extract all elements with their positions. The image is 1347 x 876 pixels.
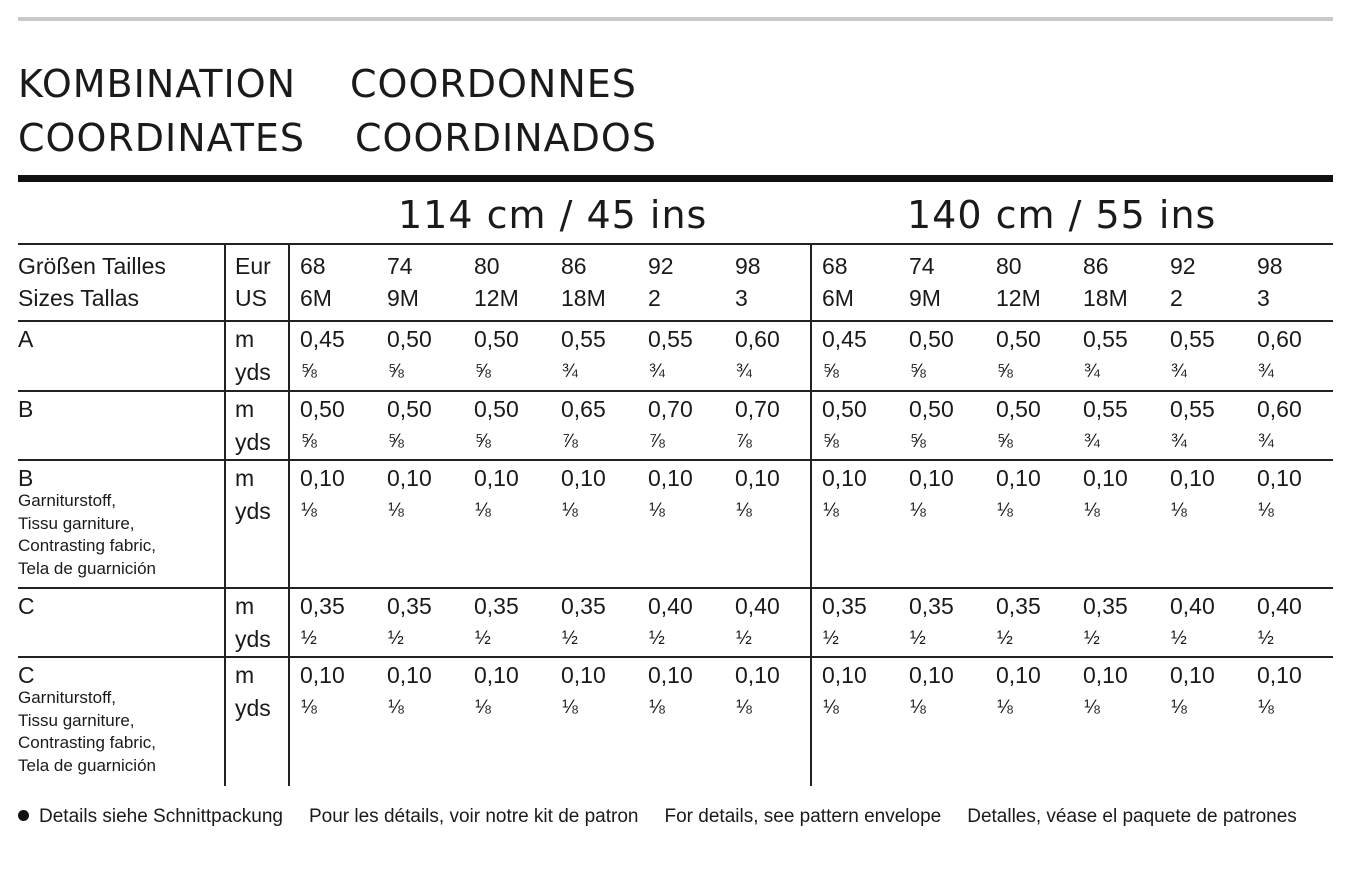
meters-value: 0,10 (996, 662, 1041, 688)
meters-value: 0,10 (474, 465, 519, 491)
size-us: 6M (300, 285, 332, 311)
yards-value: ⅛ (1084, 697, 1100, 718)
size-eur: 68 (300, 253, 326, 279)
yards-value: ¾ (1258, 361, 1274, 382)
meters-value: 0,65 (561, 396, 606, 422)
size-eur: 92 (1170, 253, 1196, 279)
yards-value: ⅛ (910, 500, 926, 521)
yards-value: ⅝ (388, 431, 404, 452)
meters-value: 0,50 (300, 396, 345, 422)
view-label: A (18, 326, 34, 352)
yards-value: ⅛ (388, 697, 404, 718)
footer-de: Details siehe Schnittpackung (39, 806, 283, 827)
unit-m: m (235, 465, 255, 491)
meters-value: 0,10 (387, 662, 432, 688)
meters-value: 0,10 (735, 465, 780, 491)
size-eur: 98 (1257, 253, 1283, 279)
view-sub-label: Tela de guarnición (18, 558, 156, 578)
view-sub-label: Tela de guarnición (18, 755, 156, 775)
meters-value: 0,45 (822, 326, 867, 352)
table-column-divider (224, 243, 226, 786)
meters-value: 0,10 (387, 465, 432, 491)
unit-m: m (235, 396, 255, 422)
unit-m: m (235, 593, 255, 619)
meters-value: 0,10 (1257, 662, 1302, 688)
yards-value: ⅛ (649, 500, 665, 521)
size-us: 3 (735, 285, 748, 311)
unit-yds: yds (235, 695, 271, 721)
meters-value: 0,50 (909, 396, 954, 422)
meters-value: 0,55 (648, 326, 693, 352)
yards-value: ⅛ (562, 697, 578, 718)
title-line-1 (18, 62, 637, 106)
size-label-line-1: Größen Tailles (18, 253, 166, 279)
size-unit-us: US (235, 285, 267, 311)
table-column-divider (810, 243, 812, 786)
meters-value: 0,10 (1170, 465, 1215, 491)
yards-value: ⅛ (301, 500, 317, 521)
size-eur: 86 (1083, 253, 1109, 279)
meters-value: 0,40 (1170, 593, 1215, 619)
yards-value: ½ (1258, 628, 1274, 649)
size-us: 18M (561, 285, 606, 311)
size-us: 2 (648, 285, 661, 311)
meters-value: 0,55 (1083, 326, 1128, 352)
size-label-line-2: Sizes Tallas (18, 285, 140, 311)
size-eur: 92 (648, 253, 674, 279)
yards-value: ⅛ (997, 697, 1013, 718)
meters-value: 0,50 (387, 396, 432, 422)
footer-es: Detalles, véase el paquete de patrones (967, 806, 1297, 827)
yards-value: ⅞ (562, 431, 578, 452)
yards-value: ½ (475, 628, 491, 649)
view-sub-label: Contrasting fabric, (18, 733, 156, 752)
meters-value: 0,35 (909, 593, 954, 619)
yards-value: ¾ (1084, 361, 1100, 382)
table-row-divider (18, 320, 1333, 322)
yards-value: ½ (388, 628, 404, 649)
meters-value: 0,50 (822, 396, 867, 422)
yards-value: ½ (301, 628, 317, 649)
yards-value: ⅝ (910, 361, 926, 382)
meters-value: 0,35 (561, 593, 606, 619)
yards-value: ¾ (1084, 431, 1100, 452)
meters-value: 0,10 (648, 662, 693, 688)
yards-value: ½ (562, 628, 578, 649)
yards-value: ⅛ (475, 500, 491, 521)
yards-value: ⅛ (1084, 500, 1100, 521)
size-us: 18M (1083, 285, 1128, 311)
size-us: 12M (996, 285, 1041, 311)
title-en: COORDINATES (18, 116, 306, 160)
yards-value: ½ (1171, 628, 1187, 649)
title-line-2 (18, 116, 657, 160)
meters-value: 0,40 (735, 593, 780, 619)
meters-value: 0,10 (822, 465, 867, 491)
meters-value: 0,70 (735, 396, 780, 422)
view-sub-label: Contrasting fabric, (18, 536, 156, 555)
meters-value: 0,45 (300, 326, 345, 352)
yards-value: ⅝ (823, 361, 839, 382)
meters-value: 0,55 (561, 326, 606, 352)
view-sub-label: Garniturstoff, (18, 688, 116, 707)
yards-value: ⅛ (736, 500, 752, 521)
yards-value: ⅝ (997, 431, 1013, 452)
fabric-width-114: 114 cm / 45 ins (398, 193, 708, 237)
meters-value: 0,10 (300, 662, 345, 688)
meters-value: 0,55 (1170, 326, 1215, 352)
unit-yds: yds (235, 498, 271, 524)
meters-value: 0,35 (474, 593, 519, 619)
footer-en: For details, see pattern envelope (664, 806, 942, 827)
yards-value: ⅞ (736, 431, 752, 452)
unit-m: m (235, 662, 255, 688)
title-es: COORDINADOS (355, 116, 657, 160)
meters-value: 0,10 (1083, 662, 1128, 688)
top-divider (18, 17, 1333, 21)
meters-value: 0,40 (648, 593, 693, 619)
meters-value: 0,60 (1257, 396, 1302, 422)
bullet-icon (18, 810, 29, 821)
yards-value: ½ (910, 628, 926, 649)
meters-value: 0,50 (996, 396, 1041, 422)
size-us: 12M (474, 285, 519, 311)
yards-value: ⅞ (649, 431, 665, 452)
size-us: 9M (909, 285, 941, 311)
table-row-divider (18, 459, 1333, 461)
meters-value: 0,10 (474, 662, 519, 688)
meters-value: 0,10 (996, 465, 1041, 491)
meters-value: 0,10 (1257, 465, 1302, 491)
yards-value: ⅛ (1171, 500, 1187, 521)
meters-value: 0,10 (561, 465, 606, 491)
yards-value: ¾ (736, 361, 752, 382)
meters-value: 0,50 (474, 396, 519, 422)
footer-fr: Pour les détails, voir notre kit de patron (308, 806, 639, 827)
meters-value: 0,50 (996, 326, 1041, 352)
view-label: C (18, 593, 35, 619)
fabric-width-140: 140 cm / 55 ins (907, 193, 1217, 237)
meters-value: 0,10 (1083, 465, 1128, 491)
size-us: 9M (387, 285, 419, 311)
title-de: KOMBINATION (18, 62, 297, 106)
meters-value: 0,35 (822, 593, 867, 619)
meters-value: 0,10 (909, 662, 954, 688)
view-label: C (18, 662, 35, 688)
unit-yds: yds (235, 359, 271, 385)
table-row-divider (18, 656, 1333, 658)
size-eur: 80 (996, 253, 1022, 279)
meters-value: 0,10 (909, 465, 954, 491)
meters-value: 0,50 (909, 326, 954, 352)
meters-value: 0,40 (1257, 593, 1302, 619)
yards-value: ⅝ (475, 431, 491, 452)
yards-value: ⅝ (475, 361, 491, 382)
view-sub-label: Tissu garniture, (18, 710, 135, 730)
meters-value: 0,35 (996, 593, 1041, 619)
yards-value: ⅛ (823, 697, 839, 718)
yards-value: ⅛ (649, 697, 665, 718)
meters-value: 0,10 (300, 465, 345, 491)
yards-value: ⅛ (1258, 500, 1274, 521)
table-top-rule (18, 175, 1333, 182)
table-row-divider (18, 390, 1333, 392)
meters-value: 0,35 (300, 593, 345, 619)
meters-value: 0,10 (1170, 662, 1215, 688)
view-label: B (18, 396, 34, 422)
meters-value: 0,60 (1257, 326, 1302, 352)
yards-value: ¾ (562, 361, 578, 382)
size-unit-eur: Eur (235, 253, 271, 279)
meters-value: 0,55 (1083, 396, 1128, 422)
meters-value: 0,50 (387, 326, 432, 352)
yards-value: ½ (736, 628, 752, 649)
view-label: B (18, 465, 34, 491)
yards-value: ⅝ (301, 431, 317, 452)
meters-value: 0,50 (474, 326, 519, 352)
table-row-divider (18, 243, 1333, 245)
yards-value: ⅝ (388, 361, 404, 382)
yards-value: ⅛ (997, 500, 1013, 521)
yards-value: ¾ (1171, 361, 1187, 382)
size-us: 6M (822, 285, 854, 311)
table-row-divider (18, 587, 1333, 589)
yards-value: ½ (823, 628, 839, 649)
size-eur: 74 (909, 253, 935, 279)
table-column-divider (288, 243, 290, 786)
footer-note (18, 803, 1318, 830)
yards-value: ½ (997, 628, 1013, 649)
unit-yds: yds (235, 626, 271, 652)
meters-value: 0,10 (735, 662, 780, 688)
yards-value: ⅛ (562, 500, 578, 521)
meters-value: 0,10 (561, 662, 606, 688)
yards-value: ⅛ (1171, 697, 1187, 718)
yards-value: ⅝ (910, 431, 926, 452)
view-sub-label: Tissu garniture, (18, 513, 135, 533)
size-eur: 80 (474, 253, 500, 279)
size-eur: 98 (735, 253, 761, 279)
yards-value: ⅛ (475, 697, 491, 718)
yards-value: ⅛ (823, 500, 839, 521)
yards-value: ¾ (649, 361, 665, 382)
yards-value: ½ (649, 628, 665, 649)
size-eur: 74 (387, 253, 413, 279)
yards-value: ¾ (1258, 431, 1274, 452)
meters-value: 0,70 (648, 396, 693, 422)
yards-value: ⅝ (997, 361, 1013, 382)
meters-value: 0,10 (648, 465, 693, 491)
size-us: 2 (1170, 285, 1183, 311)
yards-value: ⅛ (301, 697, 317, 718)
meters-value: 0,35 (387, 593, 432, 619)
size-us: 3 (1257, 285, 1270, 311)
meters-value: 0,35 (1083, 593, 1128, 619)
yards-value: ⅛ (736, 697, 752, 718)
size-eur: 68 (822, 253, 848, 279)
yards-value: ½ (1084, 628, 1100, 649)
unit-m: m (235, 326, 255, 352)
meters-value: 0,10 (822, 662, 867, 688)
view-sub-label: Garniturstoff, (18, 491, 116, 510)
yards-value: ⅝ (823, 431, 839, 452)
meters-value: 0,60 (735, 326, 780, 352)
meters-value: 0,55 (1170, 396, 1215, 422)
size-eur: 86 (561, 253, 587, 279)
title-fr: COORDONNES (350, 62, 637, 106)
yards-value: ⅝ (301, 361, 317, 382)
yards-value: ⅛ (910, 697, 926, 718)
unit-yds: yds (235, 429, 271, 455)
yards-value: ⅛ (1258, 697, 1274, 718)
yards-value: ⅛ (388, 500, 404, 521)
yards-value: ¾ (1171, 431, 1187, 452)
